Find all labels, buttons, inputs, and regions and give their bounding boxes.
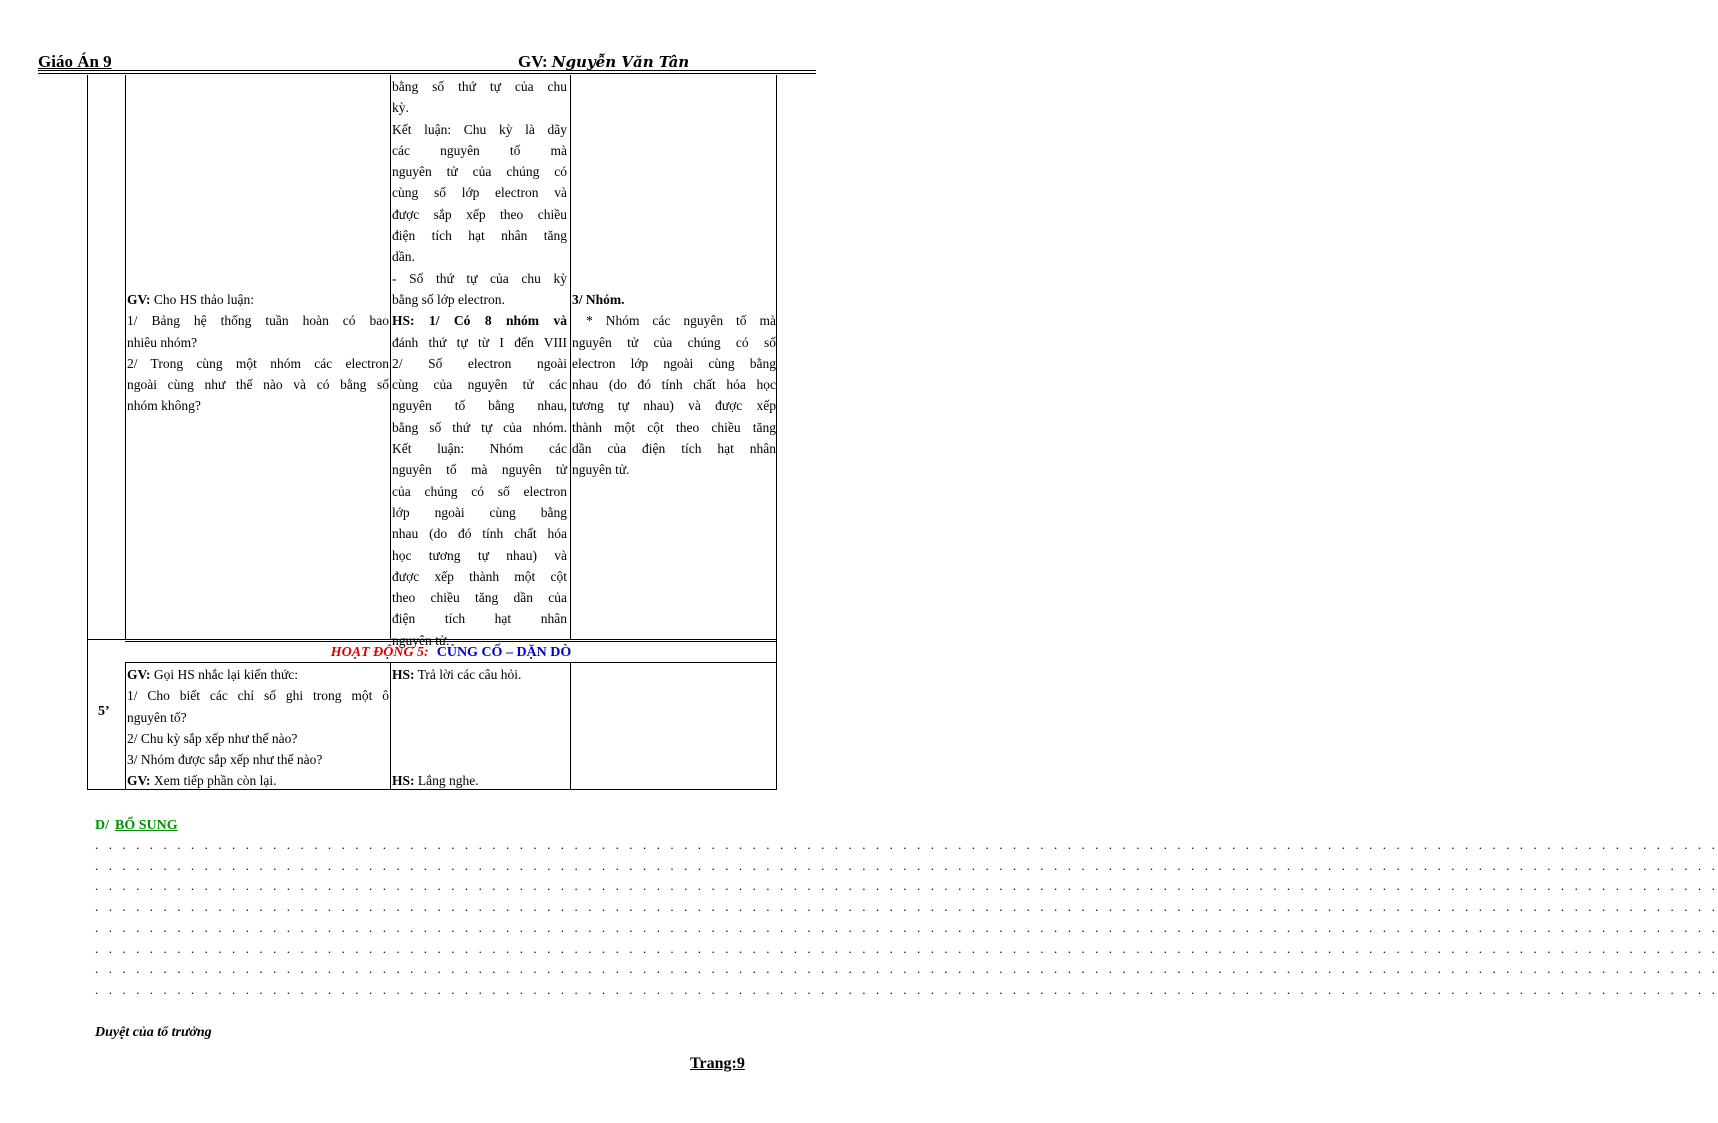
hs-line: lớp ngoài cùng bằng [392, 504, 567, 520]
content-title: 3/ Nhóm. [572, 292, 625, 307]
content-line: dần của điện tích hạt nhân [572, 441, 776, 457]
hs-line: kỳ. [392, 100, 409, 116]
dotted-line: . . . . . . . . . . . . . . . . . . . . . . . . . . . . . . . . . . . . . . . . . . . . . . . . . . . . . . . . . . . . . . . . . . . . . . . . . . . . . . . . . . . . . . . . . . . . . . . . . . . . . . . . . . . . . . . . . . . . . . . [95, 919, 1718, 935]
gv-text: Gọi HS nhắc lại kiến thức: [150, 667, 299, 682]
col-divider-time-2 [125, 662, 126, 790]
hs-line: 2/ Số electron ngoài [392, 355, 567, 371]
hs-line: được xếp thành một cột [392, 568, 567, 584]
page-number: Trang:9 [690, 1055, 745, 1072]
header-rule-thin [38, 73, 816, 74]
col-divider-teacher-2 [390, 662, 391, 790]
content-line: nhau (do đó tính chất hóa học [572, 377, 776, 393]
hs-line: theo chiều tăng dần của [392, 590, 567, 606]
hs-line: Kết luận: Chu kỳ là dãy [392, 121, 567, 137]
hs-text: Lắng nghe. [414, 773, 479, 788]
hs-line: bằng số thứ tự của chu [392, 79, 567, 94]
supplement-label: D/ [95, 818, 109, 833]
hs-text: Trả lời các câu hỏi. [414, 667, 522, 682]
hs-line: cùng số lớp electron và [392, 185, 567, 201]
gv-line [127, 664, 389, 685]
hs-line: được sắp xếp theo chiều [392, 206, 567, 222]
col-divider-teacher [390, 75, 391, 639]
hs-line: nguyên tố mà nguyên tử [392, 462, 567, 478]
hs-label: HS: [392, 667, 415, 682]
student-activity-cell [392, 76, 567, 651]
content-cell [572, 289, 776, 481]
dotted-line: . . . . . . . . . . . . . . . . . . . . . . . . . . . . . . . . . . . . . . . . . . . . . . . . . . . . . . . . . . . . . . . . . . . . . . . . . . . . . . . . . . . . . . . . . . . . . . . . . . . . . . . . . . . . . . . . . . . . . . . [95, 940, 1718, 956]
content-line: electron lớp ngoài cùng bằng [572, 355, 776, 371]
gv-line: nhóm không? [127, 398, 201, 414]
approval-signature-label: Duyệt của tổ trưởng [95, 1025, 212, 1040]
col-divider-time [125, 75, 126, 639]
dotted-line: . . . . . . . . . . . . . . . . . . . . . . . . . . . . . . . . . . . . . . . . . . . . . . . . . . . . . . . . . . . . . . . . . . . . . . . . . . . . . . . . . . . . . . . . . . . . . . . . . . . . . . . . . . . . . . . . . . . . . . . [95, 899, 1718, 915]
activity5-teacher-cell [127, 664, 389, 792]
col-divider-student-2 [570, 662, 571, 790]
content-line: nguyên tử của chúng có số [572, 334, 776, 350]
gv-label: GV: [127, 773, 151, 789]
hs-line: cùng của nguyên tử các [392, 377, 567, 393]
hs-line: nhau (do đó tính chất hóa [392, 526, 567, 542]
teacher-activity-cell [127, 289, 389, 417]
content-line: nguyên tử. [572, 462, 630, 478]
dotted-line: . . . . . . . . . . . . . . . . . . . . . . . . . . . . . . . . . . . . . . . . . . . . . . . . . . . . . . . . . . . . . . . . . . . . . . . . . . . . . . . . . . . . . . . . . . . . . . . . . . . . . . . . . . . . . . . . . . . . . . . [95, 961, 1718, 977]
gv-label: GV: [127, 292, 151, 307]
content-line: * Nhóm các nguyên tố mà [586, 313, 776, 329]
teacher-name: Nguyễn Văn Tân [551, 53, 690, 71]
activity-time: 5’ [98, 704, 110, 719]
hs-line: nguyên tố bằng nhau, [392, 398, 567, 414]
hs-line [392, 664, 567, 685]
hs-line: dần. [392, 249, 415, 265]
header-rule [38, 70, 816, 71]
gv-line: nhiêu nhóm? [127, 334, 198, 350]
supplement-heading [95, 818, 178, 834]
activity-title [125, 643, 777, 663]
col-divider-student [570, 75, 571, 639]
gv-line: nguyên tố? [127, 709, 187, 725]
header-subject: Giáo Án 9 [38, 52, 112, 71]
gv-text: Cho HS thảo luận: [150, 292, 255, 307]
activity-name: CỦNG CỐ – DẶN DÒ [436, 645, 572, 660]
hs-line: nguyên tử của chúng có [392, 164, 567, 180]
hs-line: bằng số thứ tự của nhóm. [392, 419, 567, 435]
gv-line [127, 289, 389, 310]
hs-line [392, 770, 567, 791]
gv-line: 3/ Nhóm được sắp xếp như thế nào? [127, 752, 323, 768]
content-line: tương tự nhau) và được xếp [572, 398, 776, 414]
hs-line: đánh thứ tự từ I đến VIII [392, 334, 567, 350]
gv-line: 1/ Bảng hệ thống tuần hoàn có bao [127, 313, 389, 329]
activity5-student-cell-2 [392, 770, 567, 791]
supplement-title: BỔ SUNG [115, 818, 178, 833]
content-line: thành một cột theo chiều tăng [572, 419, 776, 435]
gv-line: 2/ Chu kỳ sắp xếp như thế nào? [127, 730, 298, 746]
teacher-label: GV: [518, 52, 552, 71]
hs-line: điện tích hạt nhân [392, 611, 567, 627]
hs-label: HS: [392, 773, 415, 788]
gv-text: Xem tiếp phần còn lại. [150, 773, 277, 789]
gv-label: GV: [127, 667, 151, 682]
activity-keyword: HOẠT ĐỘNG 5: [330, 645, 429, 660]
dotted-line: . . . . . . . . . . . . . . . . . . . . . . . . . . . . . . . . . . . . . . . . . . . . . . . . . . . . . . . . . . . . . . . . . . . . . . . . . . . . . . . . . . . . . . . . . . . . . . . . . . . . . . . . . . . . . . . . . . . . . . . [95, 878, 1718, 894]
gv-line: 2/ Trong cùng một nhóm các electron [127, 355, 389, 371]
hs-line: điện tích hạt nhân tăng [392, 228, 567, 244]
hs-line: - Số thứ tự của chu kỳ [392, 270, 567, 286]
gv-line [127, 770, 389, 791]
hs-line: HS: 1/ Có 8 nhóm và [392, 313, 567, 329]
gv-line: ngoài cùng như thế nào và có bằng số [127, 377, 389, 393]
hs-line: Kết luận: Nhóm các [392, 441, 567, 457]
gv-line: 1/ Cho biết các chỉ số ghi trong một ô [127, 688, 389, 704]
hs-line: các nguyên tố mà [392, 142, 567, 158]
dotted-line: . . . . . . . . . . . . . . . . . . . . . . . . . . . . . . . . . . . . . . . . . . . . . . . . . . . . . . . . . . . . . . . . . . . . . . . . . . . . . . . . . . . . . . . . . . . . . . . . . . . . . . . . . . . . . . . . . . . . . . . [95, 837, 1718, 852]
activity5-student-cell [392, 664, 567, 685]
hs-line: bằng số lớp electron. [392, 291, 505, 307]
dotted-line: . . . . . . . . . . . . . . . . . . . . . . . . . . . . . . . . . . . . . . . . . . . . . . . . . . . . . . . . . . . . . . . . . . . . . . . . . . . . . . . . . . . . . . . . . . . . . . . . . . . . . . . . . . . . . . . . . . . . . . . [95, 981, 1718, 997]
dotted-line: . . . . . . . . . . . . . . . . . . . . . . . . . . . . . . . . . . . . . . . . . . . . . . . . . . . . . . . . . . . . . . . . . . . . . . . . . . . . . . . . . . . . . . . . . . . . . . . . . . . . . . . . . . . . . . . . . . . . . . . [95, 857, 1718, 873]
hs-line: nguyên tử. [392, 632, 450, 648]
supplement-dotted-lines [95, 835, 1718, 1001]
hs-line: học tương tự nhau) và [392, 547, 567, 563]
header-teacher [518, 52, 689, 72]
hs-line: của chúng có số electron [392, 483, 567, 499]
